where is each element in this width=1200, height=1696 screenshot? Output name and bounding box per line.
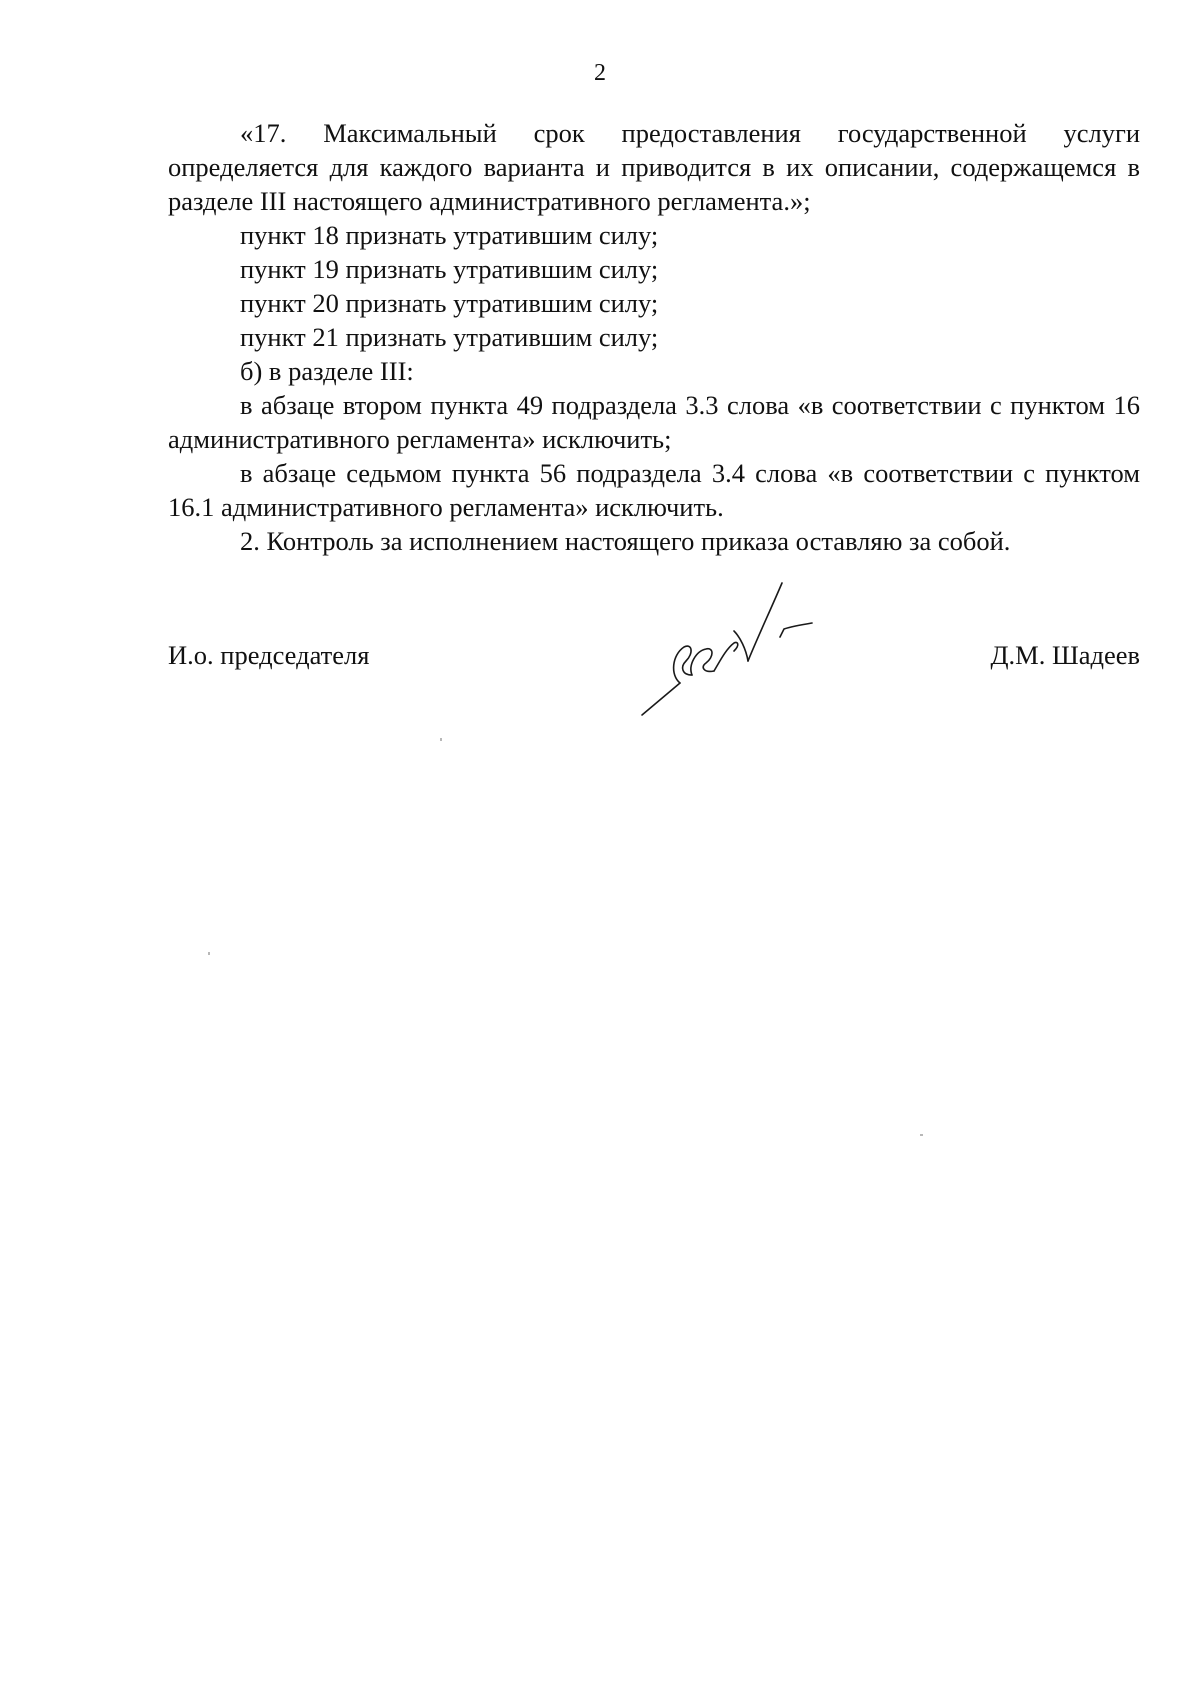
paragraph-section-iii: б) в разделе III: — [240, 356, 414, 386]
paragraph-point-21: пункт 21 признать утратившим силу; — [240, 322, 659, 352]
paragraph-item-17: «17. Максимальный срок предоставления государственной услуги определяется для каждого варианта и приводится в их описании, содержащемся в разделе III настоящего административного регламента.»; — [168, 118, 1140, 216]
paragraph-point-18: пункт 18 признать утратившим силу; — [240, 220, 659, 250]
scan-speck — [208, 952, 210, 955]
paragraph-point-56: в абзаце седьмом пункта 56 подраздела 3.4 слова «в соответствии с пунктом 16.1 административного регламента» исключить. — [168, 458, 1140, 522]
paragraph-point-20: пункт 20 признать утратившим силу; — [240, 288, 659, 318]
paragraph-point-49: в абзаце втором пункта 49 подраздела 3.3 слова «в соответствии с пунктом 16 административного регламента» исключить; — [168, 390, 1140, 454]
scan-speck — [440, 738, 442, 741]
paragraph-control: 2. Контроль за исполнением настоящего приказа оставляю за собой. — [240, 526, 1011, 556]
signatory-name: Д.М. Шадеев — [990, 640, 1140, 670]
signatory-title: И.о. председателя — [168, 640, 370, 670]
handwritten-signature — [630, 565, 890, 725]
page-number: 2 — [594, 60, 606, 86]
scan-speck — [920, 1134, 923, 1136]
paragraph-point-19: пункт 19 признать утратившим силу; — [240, 254, 659, 284]
document-body — [168, 116, 1140, 558]
